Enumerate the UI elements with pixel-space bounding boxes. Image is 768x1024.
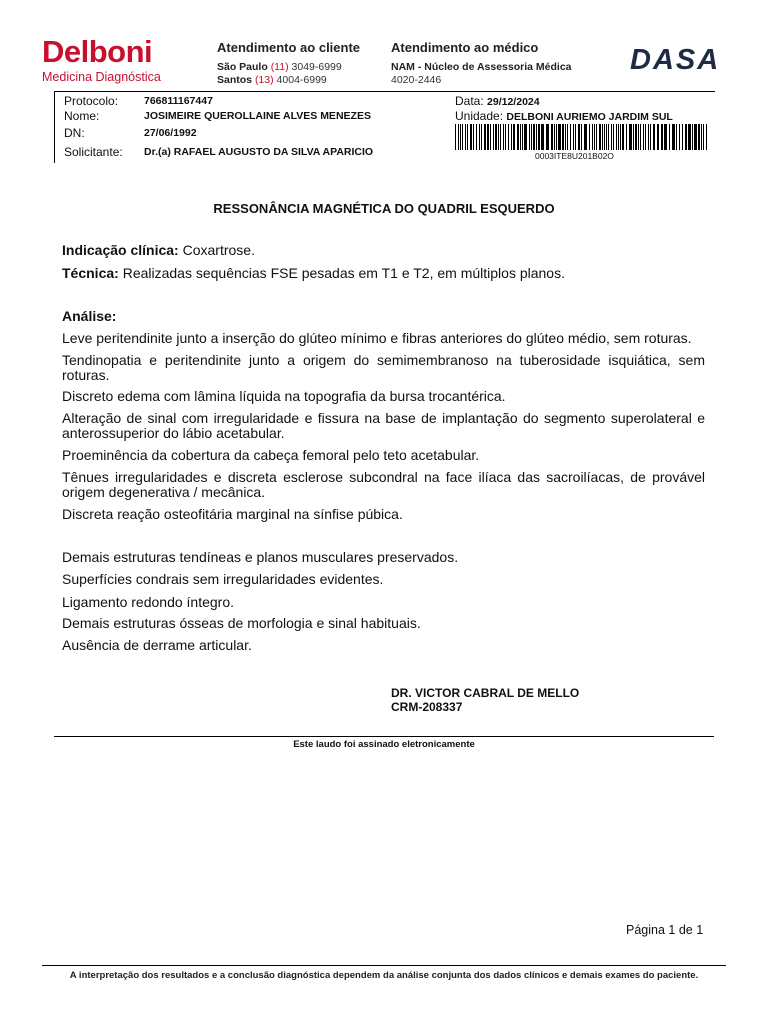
barcode-bar — [613, 124, 614, 150]
analysis-heading: Análise: — [62, 308, 117, 324]
birthdate-value: 27/06/1992 — [144, 127, 197, 139]
date-value: 29/12/2024 — [487, 96, 540, 108]
finding-1: Leve peritendinite junto a inserção do glúteo mínimo e fibras anteriores do glúteo médio, sem roturas. — [62, 330, 692, 346]
barcode-text: 0003ITE8U201B02O — [535, 151, 614, 161]
barcode-bar — [602, 124, 603, 150]
barcode-bar — [513, 124, 515, 150]
barcode-bar — [536, 124, 537, 150]
barcode-bar — [648, 124, 649, 150]
barcode-bar — [698, 124, 700, 150]
footer-divider — [42, 965, 726, 966]
barcode-bar — [596, 124, 597, 150]
doctor-crm: CRM-208337 — [391, 700, 463, 714]
normal-finding-1: Demais estruturas tendíneas e planos musculares preservados. — [62, 549, 459, 565]
barcode-bar — [520, 124, 521, 150]
barcode-bar — [575, 124, 576, 150]
divider — [54, 736, 714, 737]
barcode-bar — [533, 124, 535, 150]
barcode-bar — [701, 124, 702, 150]
normal-finding-4: Demais estruturas ósseas de morfologia e sinal habituais. — [62, 615, 421, 631]
barcode-bar — [685, 124, 687, 150]
barcode-bar — [541, 124, 544, 150]
barcode-bar — [531, 124, 532, 150]
barcode-bar — [473, 124, 474, 150]
barcode-bar — [599, 124, 601, 150]
barcode-bar — [682, 124, 683, 150]
unit-value: DELBONI AURIEMO JARDIM SUL — [506, 111, 673, 123]
barcode-bar — [592, 124, 593, 150]
barcode-bar — [669, 124, 670, 150]
barcode-bar — [643, 124, 644, 150]
barcode-bar — [703, 124, 704, 150]
barcode-bar — [565, 124, 566, 150]
barcode-bar — [505, 124, 506, 150]
barcode-bar — [573, 124, 574, 150]
normal-finding-3: Ligamento redondo íntegro. — [62, 594, 235, 610]
barcode-bar — [538, 124, 540, 150]
barcode-bar — [551, 124, 553, 150]
footer-disclaimer: A interpretação dos resultados e a conclusão diagnóstica dependem da análise conjunta dos dados clínicos e demais exames do paciente. — [69, 970, 699, 981]
barcode-bar — [664, 124, 667, 150]
barcode-bar — [487, 124, 489, 150]
barcode-bar — [606, 124, 607, 150]
client-phone-santos: Santos (13) 4004-6999 — [217, 74, 327, 86]
barcode-bar — [455, 124, 456, 150]
barcode-bar — [629, 124, 632, 150]
barcode-bar — [495, 124, 497, 150]
barcode-bar — [608, 124, 609, 150]
barcode-bar — [460, 124, 461, 150]
barcode-bar — [508, 124, 509, 150]
barcode-bar — [620, 124, 621, 150]
barcode-bar — [672, 124, 675, 150]
client-service-title: Atendimento ao cliente — [217, 40, 361, 55]
barcode-bar — [594, 124, 595, 150]
unit-row: Unidade: DELBONI AURIEMO JARDIM SUL — [455, 109, 673, 123]
barcode-bar — [490, 124, 491, 150]
barcode-bar — [657, 124, 659, 150]
barcode-bar — [661, 124, 663, 150]
barcode — [455, 124, 710, 150]
date-row: Data: 29/12/2024 — [455, 94, 540, 108]
exam-title: RESSONÂNCIA MAGNÉTICA DO QUADRIL ESQUERDO — [213, 201, 555, 216]
barcode-bar — [604, 124, 605, 150]
barcode-bar — [546, 124, 549, 150]
page-number: Página 1 de 1 — [626, 923, 704, 937]
barcode-bar — [522, 124, 523, 150]
brand-name: Delboni — [42, 34, 153, 69]
clinical-indication: Indicação clínica: Coxartrose. — [62, 242, 255, 258]
barcode-bar — [618, 124, 619, 150]
barcode-bar — [581, 124, 582, 150]
electronic-signature-note: Este laudo foi assinado eletronicamente — [293, 739, 475, 750]
barcode-bar — [479, 124, 480, 150]
barcode-bar — [524, 124, 527, 150]
barcode-bar — [584, 124, 587, 150]
barcode-bar — [645, 124, 646, 150]
barcode-bar — [706, 124, 707, 150]
brand-logo — [42, 36, 161, 84]
barcode-bar — [692, 124, 693, 150]
barcode-bar — [558, 124, 561, 150]
barcode-bar — [616, 124, 617, 150]
barcode-bar — [500, 124, 501, 150]
finding-6: Tênues irregularidades e discreta esclerose subcondral na face ilíaca das sacroilíacas, de provável origem degenerativa / mecânica. — [62, 469, 705, 500]
barcode-bar — [688, 124, 691, 150]
barcode-bar — [470, 124, 472, 150]
patient-name: JOSIMEIRE QUEROLLAINE ALVES MENEZES — [144, 110, 371, 122]
brand-subtitle: Medicina Diagnóstica — [42, 70, 161, 84]
barcode-bar — [517, 124, 519, 150]
barcode-bar — [650, 124, 651, 150]
barcode-bar — [679, 124, 680, 150]
finding-3: Discreto edema com lâmina líquida na topografia da bursa trocantérica. — [62, 388, 506, 404]
barcode-bar — [503, 124, 504, 150]
barcode-bar — [653, 124, 655, 150]
barcode-bar — [694, 124, 697, 150]
barcode-bar — [529, 124, 530, 150]
barcode-bar — [465, 124, 466, 150]
barcode-bar — [626, 124, 627, 150]
barcode-bar — [635, 124, 637, 150]
barcode-bar — [638, 124, 639, 150]
doctor-service-title: Atendimento ao médico — [391, 40, 539, 55]
barcode-bar — [556, 124, 557, 150]
barcode-bar — [498, 124, 499, 150]
barcode-bar — [467, 124, 468, 150]
barcode-bar — [622, 124, 624, 150]
barcode-bar — [570, 124, 571, 150]
dasa-logo: DASA — [630, 44, 721, 76]
barcode-bar — [562, 124, 564, 150]
barcode-bar — [640, 124, 641, 150]
finding-2: Tendinopatia e peritendinite junto a origem do semimembranoso na tuberosidade isquiática, sem roturas. — [62, 352, 705, 383]
client-service-block — [217, 40, 360, 87]
doctor-name: DR. VICTOR CABRAL DE MELLO — [391, 686, 580, 700]
technique: Técnica: Realizadas sequências FSE pesadas em T1 e T2, em múltiplos planos. — [62, 265, 565, 281]
normal-finding-2: Superfícies condrais sem irregularidades evidentes. — [62, 571, 384, 587]
barcode-bar — [676, 124, 677, 150]
finding-5: Proeminência da cobertura da cabeça femoral pelo teto acetabular. — [62, 447, 480, 463]
barcode-bar — [633, 124, 634, 150]
finding-4: Alteração de sinal com irregularidade e fissura na base de implantação do segmento superolateral e anterossuperior do lábio acetabular. — [62, 410, 705, 441]
barcode-bar — [493, 124, 494, 150]
finding-7: Discreta reação osteofitária marginal na sínfise púbica. — [62, 506, 403, 522]
requester-value: Dr.(a) RAFAEL AUGUSTO DA SILVA APARICIO — [144, 146, 374, 158]
barcode-bar — [476, 124, 477, 150]
barcode-bar — [511, 124, 512, 150]
doctor-service-nam: NAM - Núcleo de Assessoria Médica — [391, 61, 572, 73]
protocol-value: 766811167447 — [144, 95, 213, 107]
doctor-service-block — [391, 40, 572, 87]
client-phone-sp: São Paulo (11) 3049-6999 — [217, 61, 342, 73]
barcode-bar — [611, 124, 612, 150]
barcode-bar — [458, 124, 459, 150]
barcode-bar — [578, 124, 580, 150]
normal-finding-5: Ausência de derrame articular. — [62, 637, 252, 653]
doctor-service-phone: 4020-2446 — [391, 74, 442, 86]
barcode-bar — [554, 124, 555, 150]
barcode-bar — [567, 124, 568, 150]
barcode-bar — [589, 124, 590, 150]
barcode-bar — [481, 124, 482, 150]
barcode-bar — [462, 124, 463, 150]
barcode-bar — [484, 124, 486, 150]
signature-block — [391, 686, 579, 714]
